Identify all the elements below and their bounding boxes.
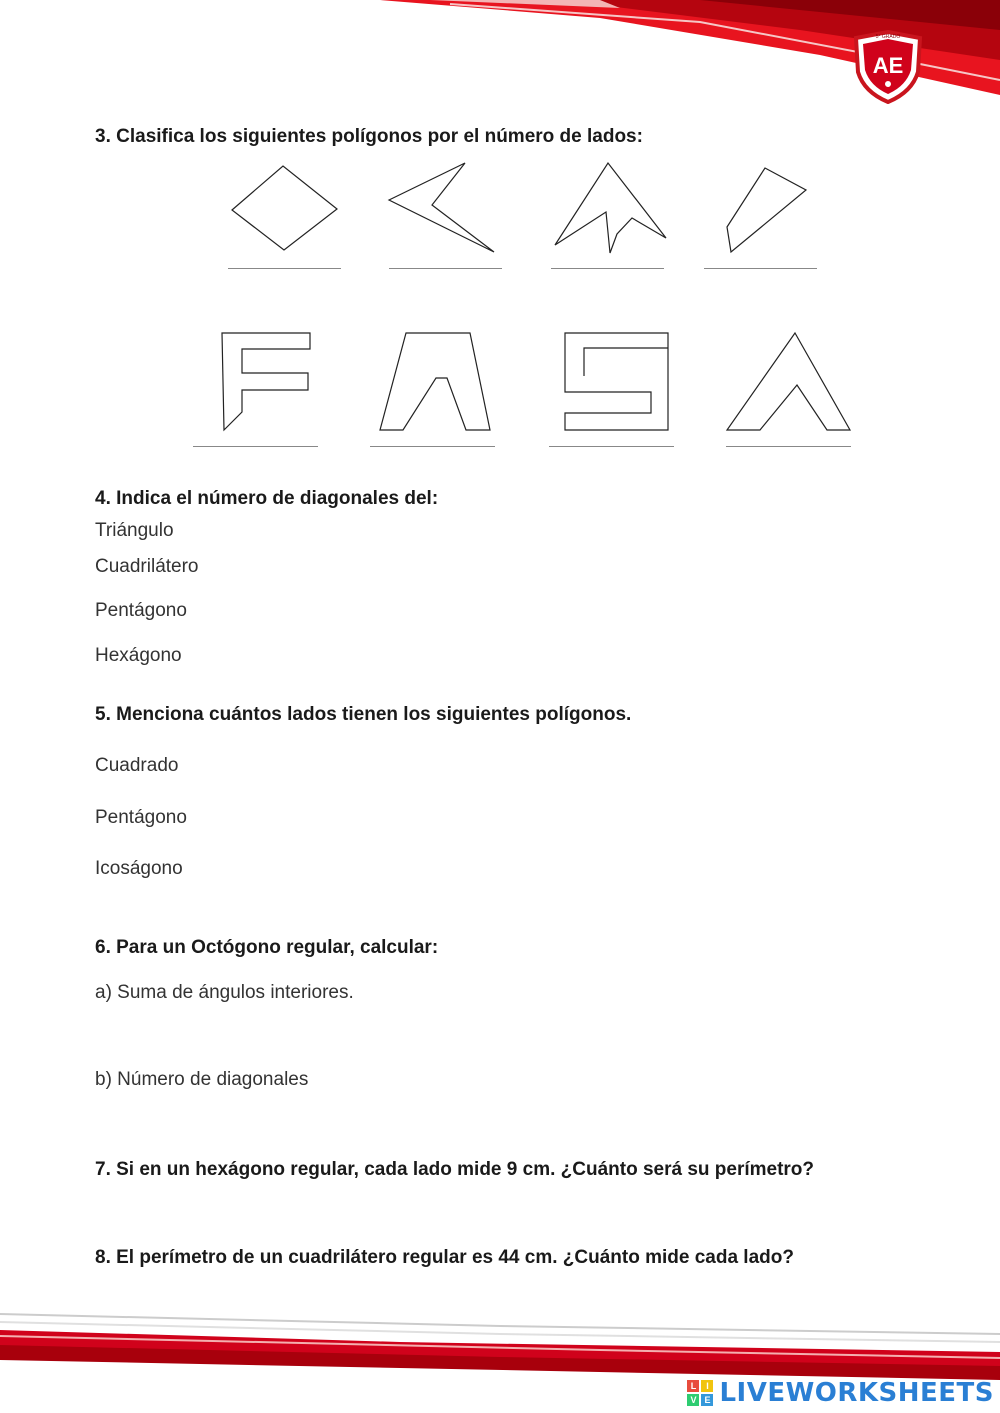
polygon-figures-canvas bbox=[0, 0, 1000, 470]
answer-line-3-6[interactable] bbox=[370, 446, 495, 447]
question-8-title: 8. El perímetro de un cuadrilátero regular es 44 cm. ¿Cuánto mide cada lado? bbox=[95, 1247, 794, 1268]
polygon-chevron bbox=[727, 333, 850, 430]
q4-item-pentagono: Pentágono bbox=[95, 600, 187, 621]
q6-item-b: b) Número de diagonales bbox=[95, 1069, 309, 1090]
q5-item-icosagono: Icoságono bbox=[95, 858, 183, 879]
q5-item-pentagono: Pentágono bbox=[95, 807, 187, 828]
liveworksheets-text: LIVEWORKSHEETS bbox=[719, 1378, 994, 1408]
logo-letter-l: L bbox=[687, 1380, 699, 1392]
logo-letter-i: I bbox=[701, 1380, 713, 1392]
polygon-letter-a bbox=[380, 333, 490, 430]
answer-line-3-5[interactable] bbox=[193, 446, 318, 447]
question-6-title: 6. Para un Octógono regular, calcular: bbox=[95, 937, 439, 958]
logo-top-text: 5° GRADO bbox=[875, 34, 901, 40]
q4-item-hexagono: Hexágono bbox=[95, 645, 182, 666]
answer-line-3-1[interactable] bbox=[228, 268, 341, 269]
q4-item-triangulo: Triángulo bbox=[95, 520, 174, 541]
q6-item-a: a) Suma de ángulos interiores. bbox=[95, 982, 354, 1003]
answer-line-3-4[interactable] bbox=[704, 268, 817, 269]
liveworksheets-watermark bbox=[687, 1377, 994, 1409]
polygon-letter-s-inner bbox=[584, 348, 668, 376]
answer-line-3-3[interactable] bbox=[551, 268, 664, 269]
polygon-arrowhead bbox=[389, 163, 494, 252]
polygon-letter-f bbox=[222, 333, 310, 430]
polygon-rhombus bbox=[232, 166, 337, 250]
polygon-quadrilateral bbox=[727, 168, 806, 252]
answer-line-3-7[interactable] bbox=[549, 446, 674, 447]
polygon-arrow-up bbox=[555, 163, 666, 253]
question-5-title: 5. Menciona cuántos lados tienen los siguientes polígonos. bbox=[95, 704, 632, 725]
question-7-title: 7. Si en un hexágono regular, cada lado mide 9 cm. ¿Cuánto será su perímetro? bbox=[95, 1159, 815, 1180]
q5-item-cuadrado: Cuadrado bbox=[95, 755, 179, 776]
answer-line-3-8[interactable] bbox=[726, 446, 851, 447]
liveworksheets-logo-icon bbox=[687, 1380, 713, 1406]
question-4-title: 4. Indica el número de diagonales del: bbox=[95, 488, 439, 509]
q4-item-cuadrilatero: Cuadrilátero bbox=[95, 556, 199, 577]
logo-letter-e: E bbox=[701, 1394, 713, 1406]
answer-line-3-2[interactable] bbox=[389, 268, 502, 269]
logo-letter-v: V bbox=[687, 1394, 699, 1406]
logo-text: AE bbox=[872, 53, 904, 78]
question-3-title: 3. Clasifica los siguientes polígonos por el número de lados: bbox=[95, 126, 643, 147]
